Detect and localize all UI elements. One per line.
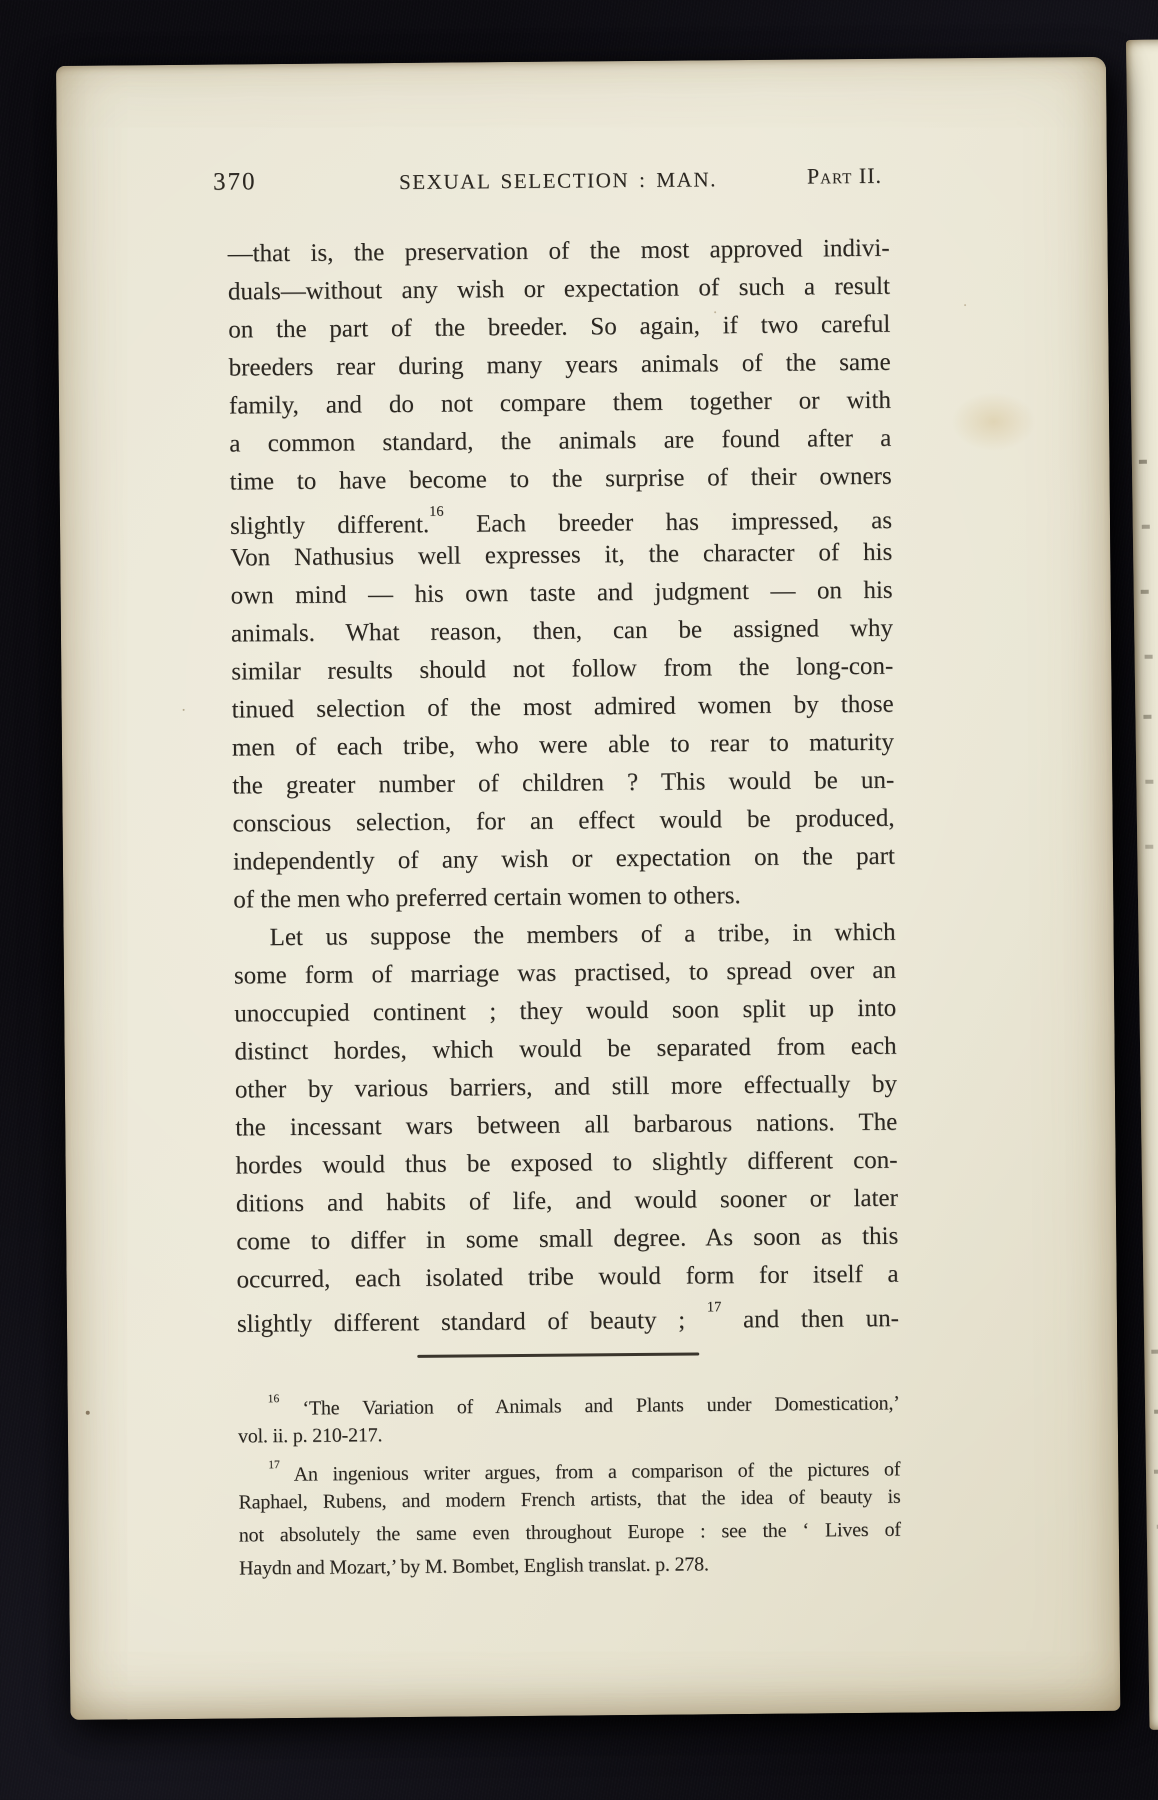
text-segment: slightly different. — [229, 511, 430, 540]
page-number: 370 — [212, 168, 257, 196]
part-label: Part II. — [806, 162, 883, 189]
book-page — [56, 57, 1120, 1720]
text-line — [237, 1294, 899, 1338]
text-line: men of each tribe, who were able to rear to maturity — [231, 728, 895, 762]
text-line — [230, 496, 892, 540]
text-segment: An ingenious writer argues, from a comparison of the pictures of — [279, 1458, 901, 1486]
text-segment: ‘The Variation of Animals and Plants under Domestication,’ — [279, 1392, 900, 1420]
text-line: of the men who preferred certain women to others. — [233, 882, 741, 914]
text-line: on the part of the breeder. So again, if two careful — [228, 310, 891, 344]
text-segment: Each breeder has impressed, as — [443, 507, 893, 538]
text-line: —that is, the preservation of the most approved indivi- — [227, 234, 890, 268]
text-line: unoccupied continent ; they would soon split up into — [234, 994, 897, 1028]
text-segment: slightly different standard of beauty ; — [236, 1306, 708, 1338]
footnote-16-line — [238, 1382, 900, 1421]
running-title: SEXUAL SELECTION : MAN. — [398, 167, 718, 195]
footnote-ref-16: 16 — [429, 504, 444, 521]
text-line: time to have become to the surprise of their owners — [229, 462, 892, 496]
text-line: family, and do not compare them together or with — [228, 386, 892, 420]
text-line: duals—without any wish or expectation of such a result — [227, 272, 891, 306]
text-line: animals. What reason, then, can be assigned why — [230, 614, 894, 648]
footnote-16-marker: 16 — [267, 1391, 280, 1405]
adjacent-page-edge — [1126, 39, 1158, 1729]
footnote-16-line: vol. ii. p. 210-217. — [237, 1424, 383, 1448]
text-line: breeders rear during many years animals of the same — [228, 348, 891, 382]
footnote-divider — [417, 1352, 699, 1357]
footnote-17-marker: 17 — [268, 1457, 280, 1471]
text-line: conscious selection, for an effect would be produced, — [232, 804, 895, 838]
adjacent-page-text-fragments — [1139, 460, 1147, 464]
footnote-ref-17: 17 — [706, 1299, 722, 1316]
footnote-17-line: Haydn and Mozart,’ by M. Bombet, English translat. p. 278. — [239, 1553, 709, 1580]
text-line: some form of marriage was practised, to spread over an — [233, 956, 897, 990]
text-line: Von Nathusius well expresses it, the character of his — [230, 538, 893, 572]
footnotes — [238, 1382, 902, 1586]
text-line: the greater number of children ? This would be un- — [232, 766, 895, 800]
text-line: other by various barriers, and still more effectually by — [234, 1070, 898, 1104]
text-segment: and then un- — [721, 1305, 900, 1334]
text-line: tinued selection of the most admired women by those — [231, 690, 894, 724]
text-line: hordes would thus be exposed to slightly different con- — [235, 1146, 898, 1180]
text-line: the incessant wars between all barbarous nations. The — [235, 1108, 898, 1142]
text-line: occurred, each isolated tribe would form for itself a — [236, 1260, 899, 1294]
text-line: similar results should not follow from the long-con- — [231, 652, 894, 686]
text-line: ditions and habits of life, and would sooner or later — [235, 1184, 899, 1218]
footnote-17-line: not absolutely the same even throughout Europe : see the ‘ Lives of — [238, 1518, 901, 1547]
text-line: come to differ in some small degree. As soon as this — [236, 1222, 899, 1256]
footnote-17-line: Raphael, Rubens, and modern French artists, that the idea of beauty is — [238, 1485, 901, 1514]
body-text — [227, 230, 899, 1338]
text-line: own mind — his own taste and judgment — on his — [230, 576, 893, 610]
text-line: a common standard, the animals are found after a — [229, 424, 892, 458]
text-line: distinct hordes, which would be separated from each — [234, 1032, 897, 1066]
paper-specks — [86, 1411, 90, 1415]
text-line: Let us suppose the members of a tribe, in which — [269, 918, 896, 952]
text-line: independently of any wish or expectation on the part — [232, 842, 896, 876]
